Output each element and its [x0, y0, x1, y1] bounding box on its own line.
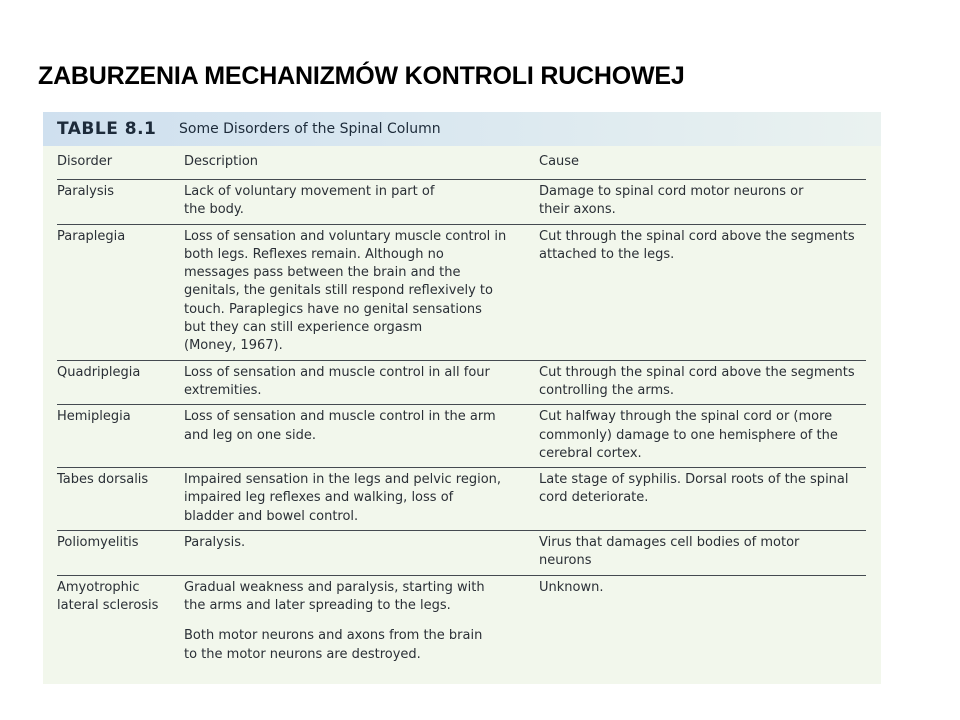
table-header — [43, 112, 881, 146]
description-cell: Gradual weakness and paralysis, starting with the arms and later spreading to the legs. — [184, 579, 485, 613]
disorder-cell: Amyotrophic lateral sclerosis — [57, 579, 159, 613]
cause-cell: Cut halfway through the spinal cord or (more commonly) damage to one hemisphere of the cerebral cortex. — [539, 409, 838, 461]
table-row — [57, 405, 866, 468]
table-caption: Some Disorders of the Spinal Column — [179, 121, 441, 137]
cause-cell: Cut through the spinal cord above the segments attached to the legs. — [539, 228, 855, 262]
disorder-cell: Tabes dorsalis — [57, 472, 149, 488]
disorder-cell: Quadriplegia — [57, 364, 141, 380]
disorder-cell: Hemiplegia — [57, 409, 131, 425]
cause-cell: Cut through the spinal cord above the segments controlling the arms. — [539, 364, 855, 398]
table-panel — [43, 112, 881, 684]
table-row — [57, 225, 866, 361]
slide-title: ZABURZENIA MECHANIZMÓW KONTROLI RUCHOWEJ — [38, 62, 685, 90]
description-cell: Loss of sensation and muscle control in the arm and leg on one side. — [184, 409, 496, 443]
table-row — [57, 180, 866, 225]
cause-cell: Late stage of syphilis. Dorsal roots of the spinal cord deteriorate. — [539, 472, 849, 506]
description-cell: Impaired sensation in the legs and pelvic region, impaired leg reflexes and walking, loss of bladder and bowel control. — [184, 472, 502, 524]
cause-cell: Virus that damages cell bodies of motor neurons — [539, 535, 800, 569]
table-row — [57, 361, 866, 406]
table-row — [57, 576, 866, 620]
table-number: TABLE 8.1 — [57, 119, 157, 139]
description-cell: Paralysis. — [184, 535, 246, 551]
table-header-row — [57, 146, 866, 180]
column-header-cause: Cause — [539, 154, 580, 170]
description-cell: Loss of sensation and muscle control in all four extremities. — [184, 364, 490, 398]
disorder-cell: Paralysis — [57, 184, 114, 199]
cause-cell: Unknown. — [539, 579, 604, 595]
column-header-disorder: Disorder — [57, 154, 113, 170]
cause-cell: Damage to spinal cord motor neurons or their axons. — [539, 184, 804, 218]
description-cell: Lack of voluntary movement in part of the body. — [184, 184, 435, 218]
disorder-cell: Paraplegia — [57, 228, 126, 244]
disorders-table — [57, 146, 866, 664]
table-row — [57, 468, 866, 531]
column-header-description: Description — [184, 154, 259, 170]
description-note: Both motor neurons and axons from the brain to the motor neurons are destroyed. — [184, 628, 483, 662]
table-row — [57, 531, 866, 576]
disorder-cell: Poliomyelitis — [57, 535, 139, 551]
description-cell: Loss of sensation and voluntary muscle control in both legs. Reflexes remain. Although no messages pass between the brain and the genitals, the genitals still respond reflexively to touch. Paraplegics have no genital sensations but they can still experience orgasm (Money, 1967). — [184, 228, 507, 354]
